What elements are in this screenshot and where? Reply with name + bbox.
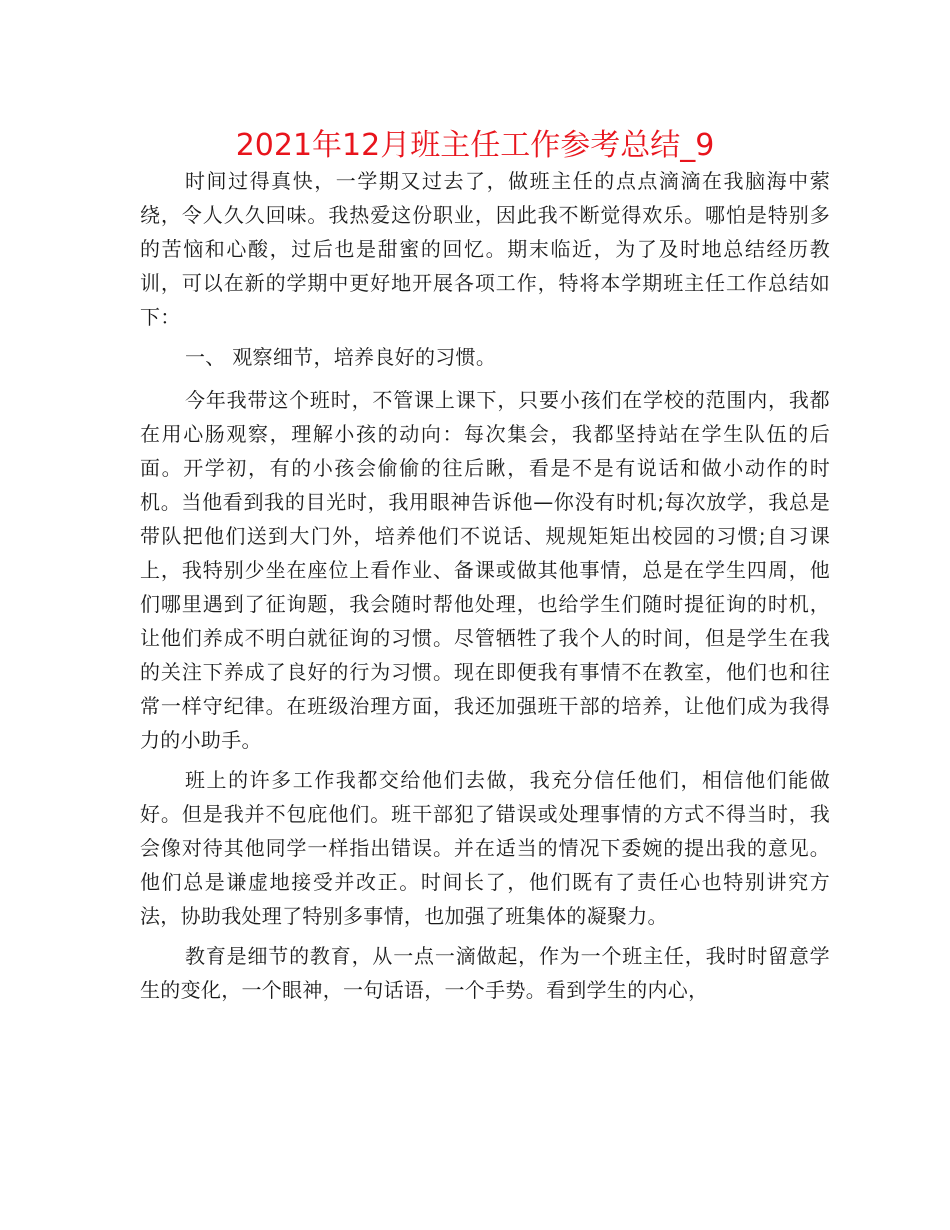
document-body: [140, 164, 830, 1013]
paragraph-detail-education: 教育是细节的教育，从一点一滴做起，作为一个班主任，我时时留意学生的变化，一个眼神，一句话语，一个手势。看到学生的内心，: [140, 944, 830, 1002]
paragraph-class-cadres: 班上的许多工作我都交给他们去做，我充分信任他们，相信他们能做好。但是我并不包庇他们。班干部犯了错误或处理事情的方式不得当时，我会像对待其他同学一样指出错误。并在适当的情况下委婉的提出我的意见。他们总是谦虚地接受并改正。时间长了，他们既有了责任心也特别讲究方法，协助我处理了特别多事情，也加强了班集体的凝聚力。: [140, 768, 830, 928]
paragraph-observation: 今年我带这个班时，不管课上课下，只要小孩们在学校的范围内，我都在用心肠观察，理解小孩的动向：每次集会，我都坚持站在学生队伍的后面。开学初，有的小孩会偷偷的往后瞅，看是不是有说话和做小动作的时机。当他看到我的目光时，我用眼神告诉他—你没有时机;每次放学，我总是带队把他们送到大门外，培养他们不说话、规规矩矩出校园的习惯;自习课上，我特别少坐在座位上看作业、备课或做其他事情，总是在学生四周，他们哪里遇到了征询题，我会随时帮他处理，也给学生们随时提征询的时机，让他们养成不明白就征询的习惯。尽管牺牲了我个人的时间，但是学生在我的关注下养成了良好的行为习惯。现在即便我有事情不在教室，他们也和往常一样守纪律。在班级治理方面，我还加强班干部的培养，让他们成为我得力的小助手。: [140, 388, 830, 752]
document-title: 2021年12月班主任工作参考总结_9: [235, 128, 715, 163]
section-heading: 一、 观察细节，培养良好的习惯。: [185, 345, 497, 369]
paragraph-intro: 时间过得真快，一学期又过去了，做班主任的点点滴滴在我脑海中萦绕，令人久久回味。我热爱这份职业，因此我不断觉得欢乐。哪怕是特别多的苦恼和心酸，过后也是甜蜜的回忆。期末临近，为了及时地总结经历教训，可以在新的学期中更好地开展各项工作，特将本学期班主任工作总结如下：: [140, 169, 830, 329]
